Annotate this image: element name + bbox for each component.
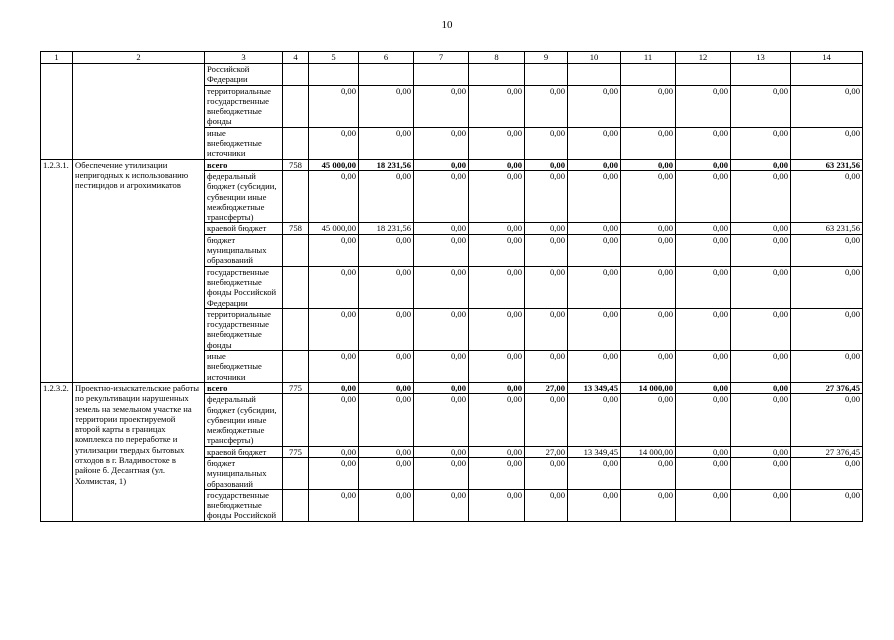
amount-cell: 0,00: [469, 170, 525, 222]
amount-cell: 0,00: [568, 308, 621, 350]
amount-cell: 0,00: [414, 170, 469, 222]
amount-cell: 0,00: [791, 489, 863, 521]
amount-cell: [568, 64, 621, 86]
amount-cell: 0,00: [568, 394, 621, 446]
amount-cell: 0,00: [414, 127, 469, 159]
amount-cell: 0,00: [414, 223, 469, 234]
amount-cell: 0,00: [676, 234, 731, 266]
activity-name: [73, 64, 205, 160]
amount-cell: 0,00: [731, 127, 791, 159]
amount-cell: 13 349,45: [568, 382, 621, 393]
amount-cell: 0,00: [309, 457, 359, 489]
amount-cell: 0,00: [731, 170, 791, 222]
amount-cell: 0,00: [359, 351, 414, 383]
budget-code: [283, 234, 309, 266]
funding-source: бюджет муниципальных образований: [205, 457, 283, 489]
amount-cell: 13 349,45: [568, 446, 621, 457]
amount-cell: 0,00: [525, 457, 568, 489]
amount-cell: 0,00: [621, 234, 676, 266]
amount-cell: 0,00: [469, 394, 525, 446]
funding-source: федеральный бюджет (субсидии, субвенции иные межбюджетные трансферты): [205, 170, 283, 222]
amount-cell: 0,00: [309, 489, 359, 521]
amount-cell: 0,00: [359, 127, 414, 159]
budget-code: [283, 457, 309, 489]
amount-cell: 0,00: [621, 223, 676, 234]
amount-cell: 0,00: [525, 266, 568, 308]
amount-cell: 0,00: [525, 394, 568, 446]
amount-cell: 0,00: [568, 159, 621, 170]
funding-source: Российской Федерации: [205, 64, 283, 86]
funding-source: всего: [205, 382, 283, 393]
column-header: 4: [283, 52, 309, 64]
amount-cell: 0,00: [309, 234, 359, 266]
amount-cell: [414, 64, 469, 86]
budget-code: [283, 127, 309, 159]
amount-cell: 14 000,00: [621, 382, 676, 393]
amount-cell: 0,00: [568, 170, 621, 222]
amount-cell: 0,00: [469, 223, 525, 234]
amount-cell: 27 376,45: [791, 382, 863, 393]
amount-cell: 0,00: [676, 489, 731, 521]
amount-cell: 0,00: [525, 489, 568, 521]
amount-cell: 0,00: [621, 266, 676, 308]
amount-cell: 0,00: [414, 266, 469, 308]
amount-cell: 0,00: [469, 457, 525, 489]
amount-cell: 0,00: [525, 308, 568, 350]
amount-cell: 0,00: [469, 351, 525, 383]
amount-cell: 0,00: [525, 234, 568, 266]
amount-cell: 45 000,00: [309, 223, 359, 234]
amount-cell: 0,00: [791, 351, 863, 383]
amount-cell: 0,00: [676, 382, 731, 393]
amount-cell: 0,00: [676, 266, 731, 308]
amount-cell: 0,00: [621, 159, 676, 170]
amount-cell: 0,00: [469, 159, 525, 170]
amount-cell: 0,00: [414, 489, 469, 521]
amount-cell: 0,00: [414, 308, 469, 350]
amount-cell: 0,00: [791, 85, 863, 127]
budget-code: 775: [283, 382, 309, 393]
amount-cell: 0,00: [525, 85, 568, 127]
amount-cell: 0,00: [568, 223, 621, 234]
amount-cell: [525, 64, 568, 86]
amount-cell: 0,00: [676, 127, 731, 159]
column-header: 5: [309, 52, 359, 64]
amount-cell: 0,00: [359, 394, 414, 446]
amount-cell: 0,00: [731, 446, 791, 457]
amount-cell: [309, 64, 359, 86]
amount-cell: 18 231,56: [359, 159, 414, 170]
budget-code: [283, 85, 309, 127]
amount-cell: 0,00: [731, 159, 791, 170]
activity-name: Обеспечение утилизации непригодных к использованию пестицидов и агрохимикатов: [73, 159, 205, 382]
amount-cell: 0,00: [621, 457, 676, 489]
amount-cell: 0,00: [469, 266, 525, 308]
budget-code: [283, 308, 309, 350]
column-header: 14: [791, 52, 863, 64]
amount-cell: [469, 64, 525, 86]
amount-cell: 0,00: [621, 170, 676, 222]
funding-source: территориальные государственные внебюджетные фонды: [205, 85, 283, 127]
funding-source: государственные внебюджетные фонды Российской Федерации: [205, 266, 283, 308]
amount-cell: 0,00: [309, 127, 359, 159]
amount-cell: 0,00: [525, 170, 568, 222]
total-row: [41, 382, 863, 393]
amount-cell: 0,00: [621, 127, 676, 159]
page-number: 10: [441, 19, 453, 31]
amount-cell: 0,00: [731, 394, 791, 446]
amount-cell: 0,00: [469, 308, 525, 350]
amount-cell: 0,00: [791, 308, 863, 350]
amount-cell: 0,00: [731, 351, 791, 383]
funding-source: федеральный бюджет (субсидии, субвенции иные межбюджетные трансферты): [205, 394, 283, 446]
column-header: 7: [414, 52, 469, 64]
activity-name: Проектно-изыскательские работы по рекультивации нарушенных земель на земельном участке на территории проектируемой второй карты в границах комплекса по переработке и утилизации твердых бытовых отходов в г. Владивостоке в районе б. Десантная (ул. Холмистая, 1): [73, 382, 205, 521]
amount-cell: 0,00: [525, 351, 568, 383]
column-header: 11: [621, 52, 676, 64]
amount-cell: 0,00: [731, 266, 791, 308]
budget-table: [40, 51, 863, 522]
column-header: 3: [205, 52, 283, 64]
column-header: 13: [731, 52, 791, 64]
amount-cell: 45 000,00: [309, 159, 359, 170]
amount-cell: 0,00: [731, 489, 791, 521]
funding-source: краевой бюджет: [205, 223, 283, 234]
amount-cell: 0,00: [414, 394, 469, 446]
column-header: 10: [568, 52, 621, 64]
amount-cell: 0,00: [791, 266, 863, 308]
table-row: [41, 64, 863, 86]
amount-cell: 0,00: [469, 234, 525, 266]
amount-cell: 0,00: [359, 85, 414, 127]
amount-cell: 0,00: [676, 446, 731, 457]
row-number: [41, 64, 73, 160]
amount-cell: 0,00: [414, 446, 469, 457]
budget-code: [283, 64, 309, 86]
amount-cell: 0,00: [359, 446, 414, 457]
budget-code: [283, 394, 309, 446]
column-header: 9: [525, 52, 568, 64]
amount-cell: 0,00: [309, 85, 359, 127]
column-header: 8: [469, 52, 525, 64]
amount-cell: 27,00: [525, 446, 568, 457]
amount-cell: 0,00: [621, 489, 676, 521]
column-header: 12: [676, 52, 731, 64]
amount-cell: 0,00: [414, 457, 469, 489]
amount-cell: 14 000,00: [621, 446, 676, 457]
funding-source: краевой бюджет: [205, 446, 283, 457]
amount-cell: 0,00: [469, 382, 525, 393]
amount-cell: 18 231,56: [359, 223, 414, 234]
column-header: 2: [73, 52, 205, 64]
funding-source: бюджет муниципальных образований: [205, 234, 283, 266]
budget-code: [283, 351, 309, 383]
amount-cell: 0,00: [568, 127, 621, 159]
funding-source: территориальные государственные внебюджетные фонды: [205, 308, 283, 350]
amount-cell: 0,00: [731, 85, 791, 127]
amount-cell: 0,00: [469, 85, 525, 127]
budget-code: 775: [283, 446, 309, 457]
amount-cell: 0,00: [731, 382, 791, 393]
budget-code: [283, 266, 309, 308]
total-row: [41, 159, 863, 170]
amount-cell: 0,00: [621, 308, 676, 350]
amount-cell: 0,00: [791, 234, 863, 266]
amount-cell: 0,00: [359, 308, 414, 350]
amount-cell: 0,00: [791, 394, 863, 446]
amount-cell: 27,00: [525, 382, 568, 393]
amount-cell: 0,00: [414, 351, 469, 383]
amount-cell: 0,00: [309, 170, 359, 222]
budget-code: [283, 170, 309, 222]
amount-cell: 0,00: [568, 266, 621, 308]
amount-cell: 0,00: [469, 489, 525, 521]
amount-cell: 0,00: [359, 266, 414, 308]
amount-cell: 0,00: [676, 159, 731, 170]
amount-cell: 0,00: [676, 351, 731, 383]
amount-cell: 0,00: [568, 85, 621, 127]
amount-cell: 0,00: [309, 351, 359, 383]
amount-cell: 0,00: [568, 457, 621, 489]
funding-source: иные внебюджетные источники: [205, 351, 283, 383]
amount-cell: [359, 64, 414, 86]
funding-source: государственные внебюджетные фонды Российской: [205, 489, 283, 521]
amount-cell: 0,00: [359, 234, 414, 266]
amount-cell: 0,00: [359, 170, 414, 222]
amount-cell: 0,00: [731, 223, 791, 234]
budget-code: 758: [283, 159, 309, 170]
amount-cell: 0,00: [309, 394, 359, 446]
amount-cell: [731, 64, 791, 86]
amount-cell: 0,00: [525, 159, 568, 170]
amount-cell: 0,00: [414, 234, 469, 266]
funding-source: всего: [205, 159, 283, 170]
funding-source: иные внебюджетные источники: [205, 127, 283, 159]
amount-cell: 0,00: [414, 159, 469, 170]
amount-cell: 0,00: [791, 170, 863, 222]
amount-cell: 0,00: [676, 457, 731, 489]
amount-cell: 0,00: [469, 446, 525, 457]
amount-cell: 0,00: [731, 457, 791, 489]
amount-cell: 0,00: [469, 127, 525, 159]
amount-cell: 0,00: [568, 489, 621, 521]
amount-cell: 0,00: [525, 223, 568, 234]
amount-cell: 0,00: [568, 234, 621, 266]
amount-cell: 0,00: [621, 85, 676, 127]
row-number: 1.2.3.1.: [41, 159, 73, 382]
amount-cell: 0,00: [568, 351, 621, 383]
amount-cell: [791, 64, 863, 86]
amount-cell: 0,00: [791, 127, 863, 159]
amount-cell: 0,00: [676, 394, 731, 446]
amount-cell: 0,00: [309, 266, 359, 308]
amount-cell: 0,00: [676, 85, 731, 127]
budget-code: 758: [283, 223, 309, 234]
amount-cell: [621, 64, 676, 86]
column-header: 6: [359, 52, 414, 64]
column-header: 1: [41, 52, 73, 64]
amount-cell: 0,00: [414, 85, 469, 127]
amount-cell: 0,00: [359, 382, 414, 393]
budget-code: [283, 489, 309, 521]
amount-cell: 0,00: [525, 127, 568, 159]
amount-cell: 0,00: [731, 308, 791, 350]
amount-cell: 0,00: [676, 223, 731, 234]
amount-cell: 0,00: [621, 351, 676, 383]
amount-cell: 0,00: [309, 382, 359, 393]
amount-cell: 27 376,45: [791, 446, 863, 457]
amount-cell: 0,00: [309, 308, 359, 350]
amount-cell: [676, 64, 731, 86]
amount-cell: 0,00: [414, 382, 469, 393]
amount-cell: 0,00: [791, 457, 863, 489]
budget-table-body: [41, 52, 863, 522]
row-number: 1.2.3.2.: [41, 382, 73, 521]
amount-cell: 0,00: [676, 170, 731, 222]
amount-cell: 63 231,56: [791, 223, 863, 234]
amount-cell: 0,00: [309, 446, 359, 457]
amount-cell: 0,00: [621, 394, 676, 446]
header-row: [41, 52, 863, 64]
amount-cell: 0,00: [676, 308, 731, 350]
amount-cell: 0,00: [731, 234, 791, 266]
amount-cell: 0,00: [359, 457, 414, 489]
amount-cell: 0,00: [359, 489, 414, 521]
amount-cell: 63 231,56: [791, 159, 863, 170]
